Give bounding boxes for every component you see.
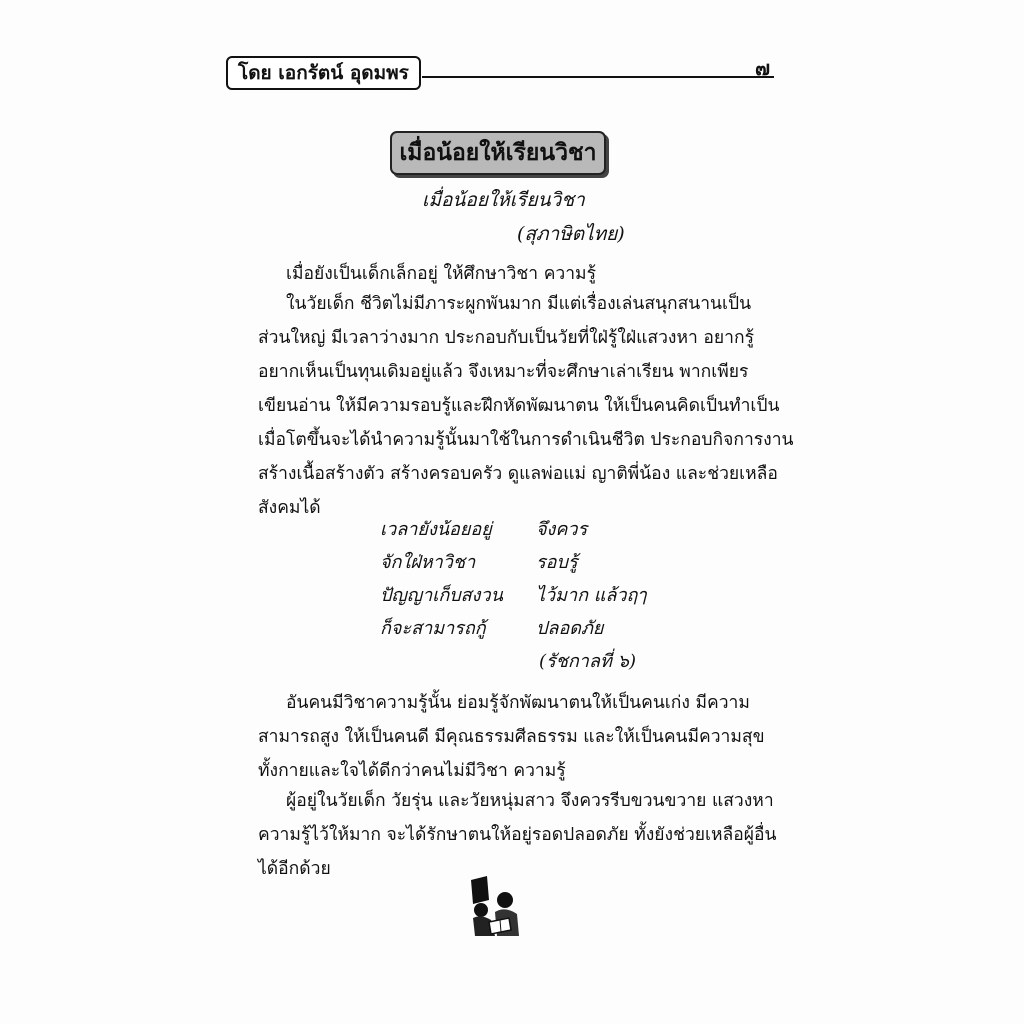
paragraph-line: ทั้งกายและใจได้ดีกว่าคนไม่มีวิชา ความรู้ bbox=[258, 761, 566, 781]
poem-row bbox=[380, 580, 780, 613]
poem-row bbox=[380, 514, 780, 547]
poem-left: จักใฝ่หาวิชา bbox=[380, 552, 476, 573]
poem-left: เวลายังน้อยอยู่ bbox=[380, 519, 492, 540]
paragraph-1 bbox=[286, 257, 796, 291]
paragraph-line: เมื่อโตขึ้นจะได้นำความรู้นั้นมาใช้ในการดำเนินชีวิต ประกอบกิจการงาน bbox=[258, 430, 794, 450]
poem-left: ก็จะสามารถกู้ bbox=[380, 618, 486, 639]
poem-row bbox=[380, 547, 780, 580]
paragraph-line: สังคมได้ bbox=[258, 498, 321, 518]
paragraph-line: ส่วนใหญ่ มีเวลาว่างมาก ประกอบกับเป็นวัยที่ใฝ่รู้ใฝ่แสวงหา อยากรู้ bbox=[258, 328, 754, 348]
poem-right: จึงควร bbox=[536, 519, 588, 540]
paragraph-line: ผู้อยู่ในวัยเด็ก วัยรุ่น และวัยหนุ่มสาว จึงควรรีบขวนขวาย แสวงหา bbox=[286, 791, 774, 811]
paragraph-line: สามารถสูง ให้เป็นคนดี มีคุณธรรมศีลธรรม และให้เป็นคนมีความสุข bbox=[258, 727, 765, 747]
chapter-title: เมื่อน้อยให้เรียนวิชา bbox=[390, 131, 606, 175]
quote-title: เมื่อน้อยให้เรียนวิชา bbox=[422, 189, 585, 211]
poem-left: ปัญญาเก็บสงวน bbox=[380, 585, 503, 606]
poem-right: ไว้มาก แล้วฤๅ bbox=[536, 585, 647, 606]
children-reading-illustration bbox=[465, 870, 525, 940]
page-number: ๗ bbox=[754, 56, 770, 80]
poem-right: ปลอดภัย bbox=[536, 618, 604, 639]
author-label: โดย เอกรัตน์ อุดมพร bbox=[226, 56, 421, 90]
paragraph-line: ความรู้ไว้ให้มาก จะได้รักษาตนให้อยู่รอดปลอดภัย ทั้งยังช่วยเหลือผู้อื่น bbox=[258, 825, 777, 845]
poem-row bbox=[380, 613, 780, 646]
quote-source: (สุภาษิตไทย) bbox=[517, 223, 625, 245]
paragraph-3 bbox=[258, 686, 768, 788]
paragraph-line: เขียนอ่าน ให้มีความรอบรู้และฝึกหัดพัฒนาตน ให้เป็นคนคิดเป็นทำเป็น bbox=[258, 396, 780, 416]
poem-source: (รัชกาลที่ ๖) bbox=[539, 651, 636, 672]
header-rule bbox=[422, 76, 774, 78]
paragraph-line: อันคนมีวิชาความรู้นั้น ย่อมรู้จักพัฒนาตนให้เป็นคนเก่ง มีความ bbox=[286, 693, 750, 713]
paragraph-line: ได้อีกด้วย bbox=[258, 859, 331, 879]
paragraph-line: สร้างเนื้อสร้างตัว สร้างครอบครัว ดูแลพ่อแม่ ญาติพี่น้อง และช่วยเหลือ bbox=[258, 464, 778, 484]
paragraph-line: อยากเห็นเป็นทุนเดิมอยู่แล้ว จึงเหมาะที่จะศึกษาเล่าเรียน พากเพียร bbox=[258, 362, 749, 382]
paragraph-line: ในวัยเด็ก ชีวิตไม่มีภาระผูกพันมาก มีแต่เรื่องเล่นสนุกสนานเป็น bbox=[286, 294, 752, 314]
poem-right: รอบรู้ bbox=[536, 552, 578, 573]
paragraph-2 bbox=[258, 287, 794, 525]
page-header bbox=[226, 56, 774, 90]
poem bbox=[380, 514, 780, 672]
paragraph-line: เมื่อยังเป็นเด็กเล็กอยู่ ให้ศึกษาวิชา ความรู้ bbox=[286, 264, 596, 284]
